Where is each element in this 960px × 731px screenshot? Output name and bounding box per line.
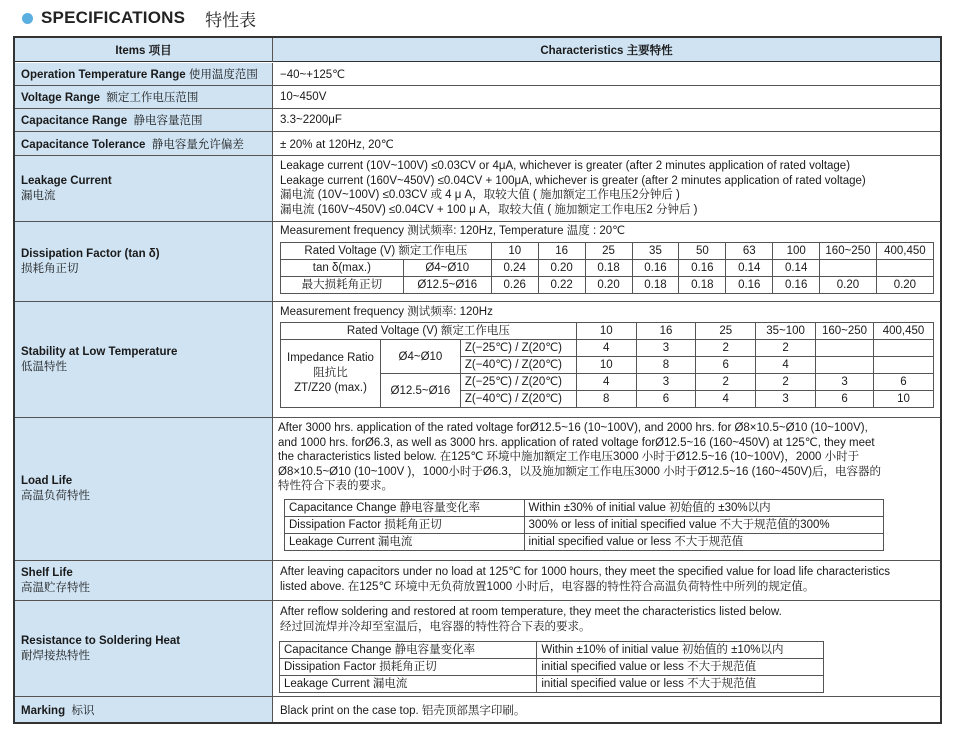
row-label bbox=[15, 418, 273, 560]
table-cell: Ø4~Ø10 bbox=[403, 260, 491, 277]
label-cn: 损耗角正切 bbox=[21, 262, 79, 275]
row-label bbox=[15, 156, 273, 221]
table-cell: 400,450 bbox=[876, 243, 933, 260]
text-line: Ø8×10.5~Ø10 (10~100V )，1000小时于Ø6.3，以及施加额定工作电压3000 小时于Ø12.5~16 (160~450V)后，电容器的 bbox=[278, 465, 882, 478]
text-line: After leaving capacitors under no load at 125℃ for 1000 hours, they meet the specified value for load life characteristics bbox=[280, 566, 890, 578]
label-cn: 低温特性 bbox=[21, 360, 67, 373]
table-cell: 4 bbox=[576, 340, 636, 357]
row-soldering-heat bbox=[15, 601, 940, 697]
heading-title-cn: 特性表 bbox=[205, 10, 257, 30]
row-value: ± 20% at 120Hz, 20℃ bbox=[280, 138, 394, 151]
table-cell: 3 bbox=[636, 340, 696, 357]
label-en: Capacitance Range bbox=[21, 115, 128, 127]
table-cell: Ø4~Ø10 bbox=[380, 340, 460, 374]
text-line: the characteristics listed below. 在125℃ 环境中施加额定工作电压3000 小时于Ø12.5~16 (10~100V)，2000 小时于 bbox=[278, 451, 860, 464]
label-en: Shelf Life bbox=[21, 566, 73, 579]
table-cell: 0.16 bbox=[726, 277, 773, 294]
table-cell: 0.20 bbox=[538, 260, 585, 277]
table-cell: initial specified value or less 不大于规范值 bbox=[537, 659, 824, 676]
row-operation-temperature bbox=[15, 63, 940, 86]
table-cell: 0.14 bbox=[726, 260, 773, 277]
table-cell: 8 bbox=[576, 391, 636, 408]
bullet-dot-icon bbox=[22, 13, 33, 24]
table-cell: 0.16 bbox=[679, 260, 726, 277]
row-leakage-current bbox=[15, 156, 940, 222]
table-cell: 35~100 bbox=[756, 323, 816, 340]
label-cn: 高温贮存特性 bbox=[21, 581, 90, 594]
label-cn: 标识 bbox=[71, 704, 95, 717]
table-cell: 16 bbox=[636, 323, 696, 340]
row-value: Black print on the case top. 铝壳顶部黑字印刷。 bbox=[280, 704, 526, 717]
table-header bbox=[15, 38, 940, 62]
table-cell: 35 bbox=[632, 243, 679, 260]
table-cell bbox=[816, 340, 874, 357]
label-en: Load Life bbox=[21, 475, 73, 487]
row-low-temperature-stability bbox=[15, 302, 940, 418]
table-cell: Z(−25℃) / Z(20℃) bbox=[460, 374, 576, 391]
text-line: 经过回流焊并冷却至室温后，电容器的特性符合下表的要求。 bbox=[280, 620, 591, 633]
table-cell: 100 bbox=[773, 243, 820, 260]
table-cell: 3 bbox=[756, 391, 816, 408]
label-en: Resistance to Soldering Heat bbox=[21, 634, 181, 647]
row-label bbox=[15, 302, 273, 417]
row-capacitance-tolerance bbox=[15, 132, 940, 156]
table-cell: Capacitance Change 静电容量变化率 bbox=[285, 500, 525, 517]
table-cell: 25 bbox=[585, 243, 632, 260]
table-cell: 10 bbox=[576, 323, 636, 340]
table-cell: 0.20 bbox=[585, 277, 632, 294]
row-label bbox=[15, 63, 273, 85]
table-cell: 4 bbox=[696, 391, 756, 408]
header-items: Items 项目 bbox=[15, 38, 273, 62]
table-cell: Capacitance Change 静电容量变化率 bbox=[280, 642, 537, 659]
text-line: 特性符合下表的要求。 bbox=[278, 480, 393, 493]
impedance-label-formula: ZT/Z20 (max.) bbox=[294, 382, 367, 394]
table-cell: 160~250 bbox=[820, 243, 877, 260]
table-cell: 16 bbox=[538, 243, 585, 260]
row-load-life bbox=[15, 418, 940, 561]
row-label bbox=[15, 86, 273, 108]
table-cell bbox=[876, 260, 933, 277]
label-en: Voltage Range bbox=[21, 92, 101, 104]
row-label bbox=[15, 222, 273, 301]
table-cell: 10 bbox=[874, 391, 934, 408]
table-cell: 6 bbox=[874, 374, 934, 391]
table-cell: Rated Voltage (V) 额定工作电压 bbox=[281, 243, 492, 260]
label-cn: 高温负荷特性 bbox=[21, 490, 90, 502]
table-row bbox=[281, 243, 934, 260]
label-cn: 静电容量允许偏差 bbox=[151, 138, 244, 151]
row-label bbox=[15, 697, 273, 722]
text-line: Measurement frequency 测试频率: 120Hz, Temperature 温度 : 20℃ bbox=[280, 225, 626, 237]
table-cell: Leakage Current 漏电流 bbox=[280, 676, 537, 693]
table-cell: 2 bbox=[756, 374, 816, 391]
table-row bbox=[280, 642, 824, 659]
load-life-table bbox=[284, 499, 884, 551]
table-cell: Ø12.5~Ø16 bbox=[403, 277, 491, 294]
label-cn: 静电容量范围 bbox=[133, 115, 203, 127]
row-shelf-life bbox=[15, 561, 940, 601]
table-cell: 63 bbox=[726, 243, 773, 260]
text-line: Leakage current (160V~450V) ≤0.04CV + 100μA, whichever is greater (after 2 minutes application of rated voltage) bbox=[280, 174, 866, 187]
table-cell: Within ±10% of initial value 初始值的 ±10%以内 bbox=[537, 642, 824, 659]
table-cell: 0.22 bbox=[538, 277, 585, 294]
row-value bbox=[273, 222, 940, 301]
row-label bbox=[15, 109, 273, 131]
text-line: 漏电流 (10V~100V) ≤0.03CV 或 4 μ A，取较大值 ( 施加额定工作电压2分钟后 ) bbox=[280, 189, 680, 202]
table-cell: 0.14 bbox=[773, 260, 820, 277]
table-cell: Ø12.5~Ø16 bbox=[380, 374, 460, 408]
table-cell: Rated Voltage (V) 额定工作电压 bbox=[281, 323, 577, 340]
table-cell: 0.26 bbox=[491, 277, 538, 294]
impedance-label-en: Impedance Ratio bbox=[287, 352, 374, 364]
label-cn: 使用温度范围 bbox=[188, 69, 258, 81]
text-line: Leakage current (10V~100V) ≤0.03CV or 4μA, whichever is greater (after 2 minutes application of rated voltage) bbox=[280, 160, 851, 172]
label-en: Capacitance Tolerance bbox=[21, 138, 146, 151]
label-en: Leakage Current bbox=[21, 174, 112, 187]
table-cell: 0.18 bbox=[632, 277, 679, 294]
table-cell: initial specified value or less 不大于规范值 bbox=[524, 534, 883, 551]
table-cell: 6 bbox=[696, 357, 756, 374]
row-dissipation-factor bbox=[15, 222, 940, 302]
table-row bbox=[281, 277, 934, 294]
text-line: After reflow soldering and restored at room temperature, they meet the characteristics listed below. bbox=[280, 606, 782, 618]
table-cell: Dissipation Factor 损耗角正切 bbox=[285, 517, 525, 534]
table-cell: Dissipation Factor 损耗角正切 bbox=[280, 659, 537, 676]
table-cell: Z(−40℃) / Z(20℃) bbox=[460, 391, 576, 408]
table-row bbox=[281, 323, 934, 340]
table-cell bbox=[816, 357, 874, 374]
spec-heading bbox=[22, 4, 256, 32]
table-cell bbox=[874, 357, 934, 374]
label-cn: 额定工作电压范围 bbox=[106, 92, 199, 104]
row-label bbox=[15, 561, 273, 600]
table-cell: 0.24 bbox=[491, 260, 538, 277]
row-capacitance-range bbox=[15, 109, 940, 132]
table-cell: 4 bbox=[756, 357, 816, 374]
table-cell: Z(−25℃) / Z(20℃) bbox=[460, 340, 576, 357]
row-marking bbox=[15, 697, 940, 722]
table-cell: 6 bbox=[636, 391, 696, 408]
table-cell: 50 bbox=[679, 243, 726, 260]
table-cell bbox=[874, 340, 934, 357]
table-row bbox=[280, 676, 824, 693]
table-cell: Z(−40℃) / Z(20℃) bbox=[460, 357, 576, 374]
label-en: Marking bbox=[21, 704, 66, 717]
row-value bbox=[273, 561, 940, 600]
table-cell: 3 bbox=[816, 374, 874, 391]
row-value bbox=[273, 302, 940, 417]
label-en: Operation Temperature Range bbox=[21, 69, 186, 81]
table-cell: 6 bbox=[816, 391, 874, 408]
table-cell: 400,450 bbox=[874, 323, 934, 340]
label-cn: 耐焊接热特性 bbox=[21, 649, 90, 662]
table-cell: 0.20 bbox=[876, 277, 933, 294]
row-value bbox=[273, 156, 940, 221]
heading-title-en: SPECIFICATIONS bbox=[41, 8, 186, 27]
row-value bbox=[273, 418, 940, 560]
soldering-table bbox=[279, 641, 824, 693]
table-cell: 10 bbox=[491, 243, 538, 260]
table-cell: Within ±30% of initial value 初始值的 ±30%以内 bbox=[524, 500, 883, 517]
row-value bbox=[273, 601, 940, 696]
row-label bbox=[15, 132, 273, 155]
text-line: Measurement frequency 测试频率: 120Hz bbox=[280, 306, 493, 318]
text-line: and 1000 hrs. forØ6.3, as well as 3000 hrs. application of rated voltage forØ12.5~16 (160~450V) at 125℃, they meet bbox=[278, 436, 875, 449]
table-cell: initial specified value or less 不大于规范值 bbox=[537, 676, 824, 693]
row-value: −40~+125℃ bbox=[280, 69, 346, 81]
table-cell: 300% or less of initial specified value 不大于规范值的300% bbox=[524, 517, 883, 534]
impedance-ratio-cell bbox=[281, 340, 381, 408]
impedance-table bbox=[280, 322, 934, 408]
text-line: After 3000 hrs. application of the rated voltage forØ12.5~16 (10~100V), and 2000 hrs. for Ø8×10.5~Ø10 (10~100V), bbox=[278, 422, 868, 434]
row-voltage-range bbox=[15, 86, 940, 109]
table-cell: 0.16 bbox=[773, 277, 820, 294]
table-cell: 2 bbox=[696, 374, 756, 391]
row-value: 10~450V bbox=[280, 91, 327, 103]
row-label bbox=[15, 601, 273, 696]
label-en: Stability at Low Temperature bbox=[21, 345, 178, 358]
table-cell: 0.18 bbox=[679, 277, 726, 294]
table-cell: 160~250 bbox=[816, 323, 874, 340]
table-cell: 8 bbox=[636, 357, 696, 374]
label-cn: 漏电流 bbox=[21, 189, 56, 202]
table-row bbox=[285, 517, 884, 534]
table-cell: 0.20 bbox=[820, 277, 877, 294]
table-row bbox=[280, 659, 824, 676]
table-cell: 0.16 bbox=[632, 260, 679, 277]
text-line: 漏电流 (160V~450V) ≤0.04CV + 100 μ A，取较大值 ( 施加额定工作电压2 分钟后 ) bbox=[280, 203, 698, 216]
table-row bbox=[281, 260, 934, 277]
table-cell: 2 bbox=[756, 340, 816, 357]
table-cell: 0.18 bbox=[585, 260, 632, 277]
table-row bbox=[281, 340, 934, 357]
table-cell bbox=[820, 260, 877, 277]
table-cell: 10 bbox=[576, 357, 636, 374]
text-line: listed above. 在125℃ 环境中无负荷放置1000 小时后，电容器的特性符合高温负荷特性中所列的规定值。 bbox=[280, 580, 815, 593]
table-cell: 最大损耗角正切 bbox=[281, 277, 404, 294]
label-en: Dissipation Factor (tan δ) bbox=[21, 247, 160, 260]
header-characteristics: Characteristics 主要特性 bbox=[540, 45, 673, 57]
table-cell: 25 bbox=[696, 323, 756, 340]
dissipation-table bbox=[280, 242, 934, 294]
table-cell: tan δ(max.) bbox=[281, 260, 404, 277]
table-cell: 2 bbox=[696, 340, 756, 357]
specifications-table bbox=[13, 36, 942, 724]
table-cell: Leakage Current 漏电流 bbox=[285, 534, 525, 551]
table-cell: 3 bbox=[636, 374, 696, 391]
table-cell: 4 bbox=[576, 374, 636, 391]
table-row bbox=[285, 534, 884, 551]
impedance-label-cn: 阻抗比 bbox=[313, 367, 348, 379]
row-value: 3.3~2200μF bbox=[280, 114, 342, 126]
table-row bbox=[285, 500, 884, 517]
